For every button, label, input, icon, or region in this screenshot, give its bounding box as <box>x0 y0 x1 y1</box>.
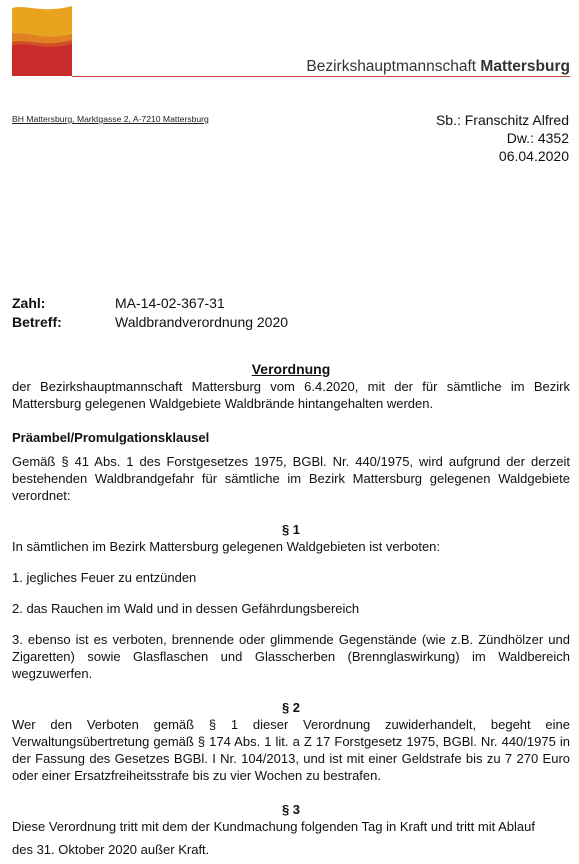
section-3-line-1: Diese Verordnung tritt mit dem der Kundmachung folgenden Tag in Kraft und tritt mit Ablauf <box>12 819 535 834</box>
section-1-text: In sämtlichen im Bezirk Mattersburg gelegenen Waldgebieten ist verboten: <box>12 539 441 554</box>
section-1-item-3: 3. ebenso ist es verboten, brennende oder glimmende Gegenstände (wie z.B. Zündhölzer und Zigaretten) sowie Glasflaschen und Glasscherben (Brennglaswirkung) im Waldbereich wegzuwerfen. <box>12 632 570 681</box>
clerk-extension: Dw.: 4352 <box>506 130 569 146</box>
header-rule <box>72 76 570 77</box>
section-1-item-2: 2. das Rauchen im Wald und in dessen Gefährdungsbereich <box>12 601 360 616</box>
section-2-heading: § 2 <box>281 700 301 715</box>
zahl-value: MA-14-02-367-31 <box>115 295 225 311</box>
betreff-value: Waldbrandverordnung 2020 <box>115 314 289 330</box>
section-3-line-2: des 31. Oktober 2020 außer Kraft. <box>12 842 210 857</box>
section-1-heading: § 1 <box>281 522 301 537</box>
intro-paragraph: der Bezirkshauptmannschaft Mattersburg vom 6.4.2020, mit der für sämtliche im Bezirk Mattersburg gelegenen Waldgebiete Waldbrände hintangehalten werden. <box>12 379 570 411</box>
betreff-row <box>12 313 288 332</box>
sender-address: BH Mattersburg, Marktgasse 2, A-7210 Mattersburg <box>12 114 209 124</box>
reference-block <box>12 294 288 332</box>
clerk-name: Sb.: Franschitz Alfred <box>435 112 569 128</box>
agency-prefix: Bezirkshauptmannschaft <box>306 58 481 75</box>
preamble-paragraph: Gemäß § 41 Abs. 1 des Forstgesetzes 1975, BGBl. Nr. 440/1975, wird aufgrund der derzeit bestehenden Waldbrandgefahr für sämtliche im Bezirk Mattersburg gelegenen Waldgebiete verordnet: <box>12 454 570 503</box>
section-3-heading: § 3 <box>281 802 301 817</box>
document-body <box>12 361 570 858</box>
zahl-label: Zahl: <box>12 295 46 311</box>
betreff-label: Betreff: <box>12 314 62 330</box>
agency-name <box>306 58 570 76</box>
letter-date: 06.04.2020 <box>498 148 569 164</box>
section-2-text: Wer den Verboten gemäß § 1 dieser Verordnung zuwiderhandelt, begeht eine Verwaltungsübertretung gemäß § 174 Abs. 1 lit. a Z 17 Forstgesetz 1975, BGBl. Nr. 440/1975 in der Fassung des Gesetzes BGBl. I Nr. 104/2013, und ist mit einer Geldstrafe bis zu 7 270 Euro oder einer Ersatzfreiheitsstrafe bis zu vier Wochen zu bestrafen. <box>12 717 570 783</box>
section-1-item-1: 1. jegliches Feuer zu entzünden <box>12 570 197 585</box>
clerk-block <box>436 111 569 165</box>
document-title: Verordnung <box>251 361 331 377</box>
district-flag-icon <box>12 4 72 76</box>
agency-city: Mattersburg <box>480 58 570 75</box>
preamble-heading: Präambel/Promulgationsklausel <box>12 430 210 445</box>
zahl-row <box>12 294 288 313</box>
